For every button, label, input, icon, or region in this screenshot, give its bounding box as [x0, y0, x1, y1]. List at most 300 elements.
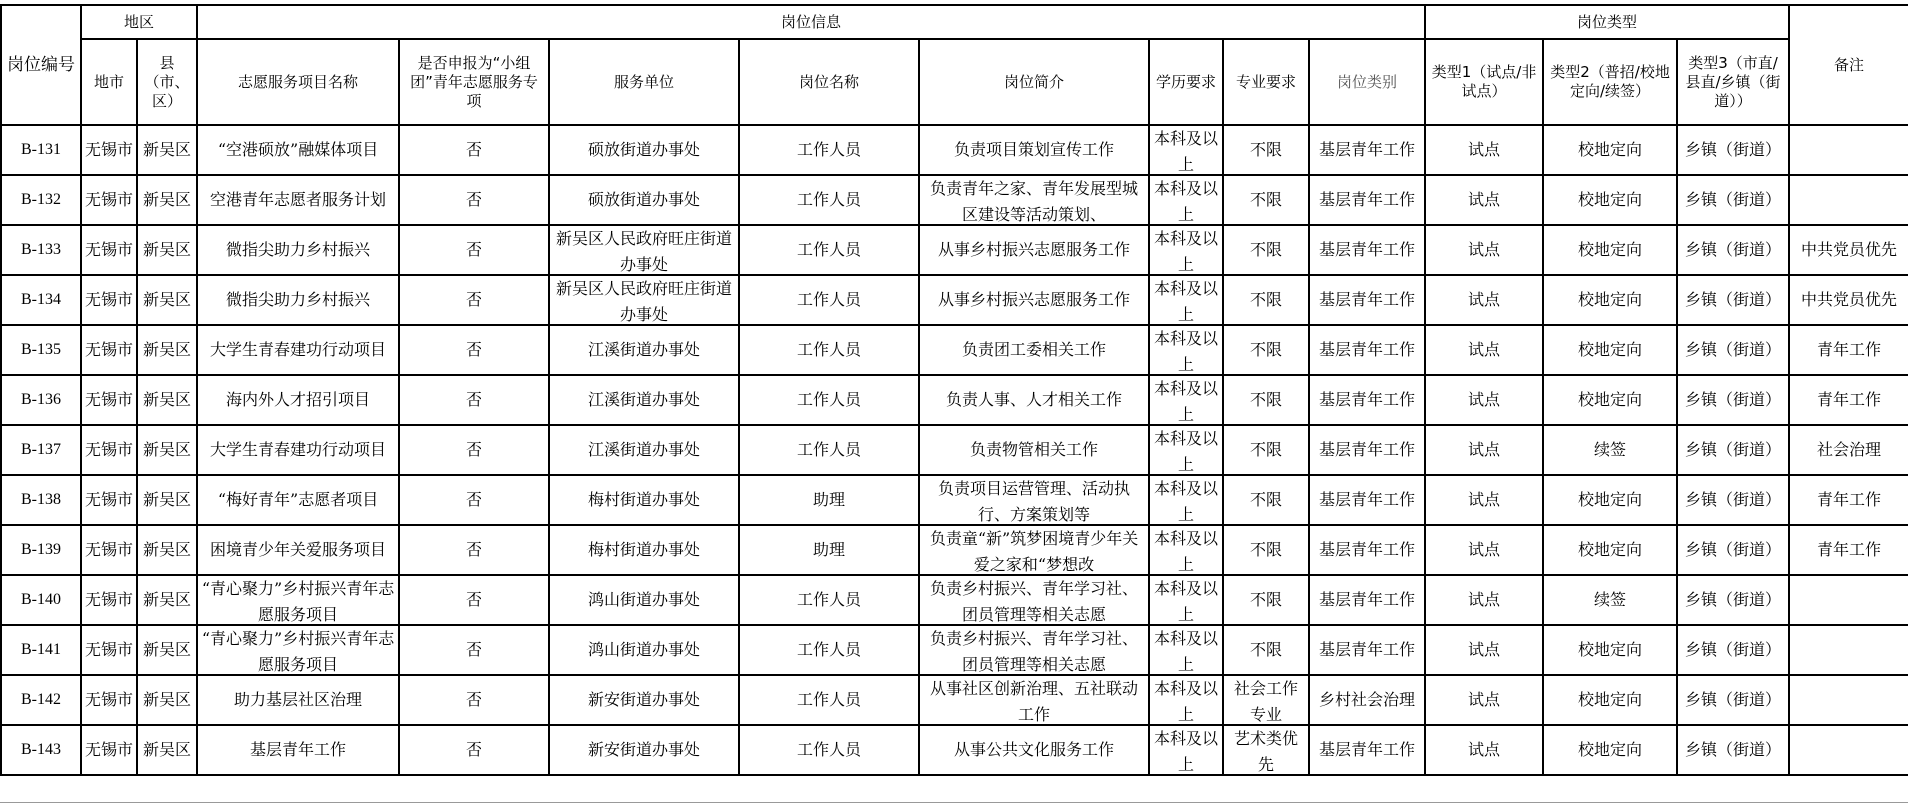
cell-type2-text: 校地定向	[1578, 290, 1643, 309]
cell-post-id	[1, 425, 81, 475]
cell-post-id-text: B-140	[21, 591, 61, 608]
cell-small-group-text: 否	[466, 490, 483, 509]
header-county: 县（市、区）	[137, 39, 197, 125]
cell-remarks	[1789, 525, 1908, 575]
cell-post-desc-text: 从事社区创新治理、五社联动工作	[930, 679, 1139, 724]
cell-major	[1223, 125, 1309, 175]
cell-county-text: 新吴区	[143, 640, 192, 659]
cell-post-name-text: 工作人员	[797, 590, 862, 609]
cell-service-unit	[549, 325, 739, 375]
cell-project-name	[197, 525, 399, 575]
cell-project-name	[197, 575, 399, 625]
cell-post-category-text: 基层青年工作	[1319, 240, 1416, 259]
cell-post-desc-text: 负责项目策划宣传工作	[954, 140, 1115, 159]
cell-type2	[1543, 225, 1677, 275]
cell-city	[81, 425, 137, 475]
cell-project-name-text: 助力基层社区治理	[234, 690, 363, 709]
cell-small-group	[399, 525, 549, 575]
cell-post-desc	[919, 125, 1149, 175]
cell-county	[137, 175, 197, 225]
cell-post-name-text: 工作人员	[797, 440, 862, 459]
cell-project-name-text: 微指尖助力乡村振兴	[226, 290, 371, 309]
cell-city	[81, 225, 137, 275]
cell-type2	[1543, 475, 1677, 525]
cell-city-text: 无锡市	[85, 590, 133, 609]
cell-type1	[1425, 125, 1543, 175]
cell-type1-text: 试点	[1468, 140, 1501, 159]
cell-post-desc	[919, 425, 1149, 475]
cell-small-group-text: 否	[466, 240, 483, 259]
cell-post-id	[1, 325, 81, 375]
cell-education	[1149, 225, 1223, 275]
volunteer-posts-table	[0, 4, 1908, 776]
cell-type3-text: 乡镇（街道）	[1685, 290, 1782, 309]
cell-post-name-text: 工作人员	[797, 140, 862, 159]
cell-small-group-text: 否	[466, 290, 483, 309]
cell-major-text: 不限	[1250, 240, 1283, 259]
cell-type2	[1543, 625, 1677, 675]
header-project-name: 志愿服务项目名称	[197, 39, 399, 125]
cell-type1	[1425, 325, 1543, 375]
cell-project-name	[197, 175, 399, 225]
cell-project-name-text: 海内外人才招引项目	[226, 390, 371, 409]
cell-project-name	[197, 475, 399, 525]
header-post-id: 岗位编号	[1, 5, 81, 125]
cell-project-name	[197, 425, 399, 475]
cell-major-text: 艺术类优先	[1234, 729, 1299, 774]
cell-post-id	[1, 175, 81, 225]
cell-city-text: 无锡市	[85, 190, 133, 209]
cell-county-text: 新吴区	[143, 690, 192, 709]
cell-county	[137, 675, 197, 725]
cell-type3	[1677, 125, 1789, 175]
cell-post-category-text: 乡村社会治理	[1319, 690, 1416, 709]
cell-post-desc	[919, 225, 1149, 275]
cell-county	[137, 225, 197, 275]
cell-major	[1223, 425, 1309, 475]
cell-type1-text: 试点	[1468, 190, 1501, 209]
header-education: 学历要求	[1149, 39, 1223, 125]
cell-type3-text: 乡镇（街道）	[1685, 740, 1782, 759]
cell-county-text: 新吴区	[143, 340, 192, 359]
cell-project-name-text: 基层青年工作	[250, 740, 347, 759]
cell-small-group	[399, 225, 549, 275]
cell-remarks	[1789, 575, 1908, 625]
cell-service-unit	[549, 575, 739, 625]
cell-city-text: 无锡市	[85, 740, 133, 759]
cell-small-group-text: 否	[466, 690, 483, 709]
cell-service-unit	[549, 475, 739, 525]
cell-city	[81, 525, 137, 575]
cell-type1	[1425, 625, 1543, 675]
cell-project-name	[197, 725, 399, 775]
cell-education-text: 本科及以上	[1154, 429, 1219, 474]
cell-post-category-text: 基层青年工作	[1319, 440, 1416, 459]
cell-post-desc-text: 从事公共文化服务工作	[954, 740, 1115, 759]
cell-major	[1223, 175, 1309, 225]
table-row	[1, 525, 1908, 575]
cell-post-desc	[919, 525, 1149, 575]
cell-post-desc	[919, 625, 1149, 675]
cell-county-text: 新吴区	[143, 140, 192, 159]
cell-post-category	[1309, 325, 1425, 375]
cell-post-name-text: 工作人员	[797, 390, 862, 409]
cell-project-name-text: 微指尖助力乡村振兴	[226, 240, 371, 259]
cell-post-id-text: B-133	[21, 241, 61, 258]
cell-project-name	[197, 675, 399, 725]
table-row	[1, 475, 1908, 525]
cell-post-id-text: B-136	[21, 391, 61, 408]
cell-county-text: 新吴区	[143, 540, 192, 559]
cell-post-id-text: B-135	[21, 341, 61, 358]
cell-type2-text: 校地定向	[1578, 140, 1643, 159]
cell-education	[1149, 275, 1223, 325]
cell-type3	[1677, 725, 1789, 775]
cell-education-text: 本科及以上	[1154, 129, 1219, 174]
cell-post-id	[1, 525, 81, 575]
cell-remarks	[1789, 425, 1908, 475]
cell-type2-text: 校地定向	[1578, 690, 1643, 709]
cell-type3	[1677, 225, 1789, 275]
sheet-bottom-divider	[0, 802, 1908, 803]
cell-post-desc	[919, 475, 1149, 525]
cell-post-category-text: 基层青年工作	[1319, 190, 1416, 209]
cell-type2-text: 校地定向	[1578, 390, 1643, 409]
cell-city	[81, 725, 137, 775]
cell-type2	[1543, 425, 1677, 475]
cell-post-id	[1, 375, 81, 425]
cell-type1	[1425, 675, 1543, 725]
cell-remarks-text: 青年工作	[1817, 490, 1882, 509]
cell-education	[1149, 575, 1223, 625]
table-body	[1, 125, 1908, 775]
cell-project-name	[197, 225, 399, 275]
cell-project-name	[197, 275, 399, 325]
cell-post-id	[1, 725, 81, 775]
cell-type3-text: 乡镇（街道）	[1685, 440, 1782, 459]
cell-education	[1149, 475, 1223, 525]
cell-city	[81, 575, 137, 625]
cell-education-text: 本科及以上	[1154, 379, 1219, 424]
cell-post-desc	[919, 725, 1149, 775]
cell-county-text: 新吴区	[143, 490, 192, 509]
cell-type2	[1543, 375, 1677, 425]
cell-remarks-text: 中共党员优先	[1801, 240, 1898, 259]
cell-small-group-text: 否	[466, 140, 483, 159]
cell-post-category-text: 基层青年工作	[1319, 640, 1416, 659]
cell-county	[137, 525, 197, 575]
cell-project-name-text: “梅好青年”志愿者项目	[217, 490, 379, 509]
cell-post-id	[1, 225, 81, 275]
cell-type2-text: 校地定向	[1578, 740, 1643, 759]
cell-post-category	[1309, 125, 1425, 175]
cell-type1	[1425, 375, 1543, 425]
cell-type1-text: 试点	[1468, 440, 1501, 459]
cell-post-id	[1, 575, 81, 625]
cell-type2	[1543, 175, 1677, 225]
cell-major-text: 不限	[1250, 390, 1283, 409]
cell-small-group	[399, 625, 549, 675]
cell-service-unit-text: 新吴区人民政府旺庄街道办事处	[556, 229, 733, 274]
header-post-name: 岗位名称	[739, 39, 919, 125]
cell-education-text: 本科及以上	[1154, 179, 1219, 224]
table-row	[1, 575, 1908, 625]
header-city: 地市	[81, 39, 137, 125]
cell-post-desc	[919, 375, 1149, 425]
cell-remarks	[1789, 225, 1908, 275]
cell-post-id-text: B-134	[21, 291, 61, 308]
cell-post-category-text: 基层青年工作	[1319, 340, 1416, 359]
cell-remarks	[1789, 625, 1908, 675]
cell-post-category	[1309, 225, 1425, 275]
cell-post-name	[739, 525, 919, 575]
table-row	[1, 125, 1908, 175]
cell-service-unit	[549, 375, 739, 425]
cell-education-text: 本科及以上	[1154, 729, 1219, 774]
cell-service-unit-text: 江溪街道办事处	[588, 340, 701, 359]
cell-type1	[1425, 425, 1543, 475]
cell-major	[1223, 625, 1309, 675]
cell-post-category-text: 基层青年工作	[1319, 540, 1416, 559]
cell-major-text: 不限	[1250, 640, 1283, 659]
cell-small-group	[399, 325, 549, 375]
cell-post-desc-text: 负责乡村振兴、青年学习社、团员管理等相关志愿	[930, 579, 1139, 624]
cell-type2-text: 校地定向	[1578, 540, 1643, 559]
cell-county	[137, 475, 197, 525]
cell-type3	[1677, 325, 1789, 375]
cell-post-desc-text: 负责项目运营管理、活动执行、方案策划等	[938, 479, 1131, 524]
cell-post-name	[739, 225, 919, 275]
cell-post-category	[1309, 425, 1425, 475]
table-row	[1, 425, 1908, 475]
cell-service-unit-text: 新安街道办事处	[588, 690, 701, 709]
cell-post-category-text: 基层青年工作	[1319, 590, 1416, 609]
cell-project-name	[197, 125, 399, 175]
cell-city-text: 无锡市	[85, 140, 133, 159]
cell-post-id	[1, 125, 81, 175]
cell-remarks	[1789, 375, 1908, 425]
header-major: 专业要求	[1223, 39, 1309, 125]
cell-type1	[1425, 475, 1543, 525]
table-row	[1, 275, 1908, 325]
cell-service-unit	[549, 725, 739, 775]
cell-type2-text: 续签	[1594, 590, 1627, 609]
cell-service-unit	[549, 175, 739, 225]
cell-post-category-text: 基层青年工作	[1319, 290, 1416, 309]
cell-post-name	[739, 675, 919, 725]
table-row	[1, 725, 1908, 775]
cell-education	[1149, 375, 1223, 425]
cell-project-name	[197, 375, 399, 425]
header-post-info-group: 岗位信息	[197, 5, 1425, 39]
cell-post-name-text: 工作人员	[797, 340, 862, 359]
cell-project-name-text: 大学生青春建功行动项目	[210, 440, 387, 459]
cell-small-group	[399, 425, 549, 475]
cell-type1-text: 试点	[1468, 390, 1501, 409]
cell-post-name-text: 助理	[813, 490, 846, 509]
cell-type3	[1677, 525, 1789, 575]
cell-major-text: 不限	[1250, 140, 1283, 159]
cell-city	[81, 375, 137, 425]
cell-post-desc	[919, 175, 1149, 225]
cell-post-category	[1309, 725, 1425, 775]
cell-small-group	[399, 125, 549, 175]
cell-type2	[1543, 325, 1677, 375]
cell-service-unit-text: 梅村街道办事处	[588, 490, 701, 509]
cell-service-unit-text: 鸿山街道办事处	[588, 590, 701, 609]
cell-type3	[1677, 575, 1789, 625]
cell-small-group-text: 否	[466, 440, 483, 459]
cell-small-group-text: 否	[466, 590, 483, 609]
cell-city	[81, 325, 137, 375]
cell-education-text: 本科及以上	[1154, 279, 1219, 324]
cell-county-text: 新吴区	[143, 190, 192, 209]
cell-education	[1149, 175, 1223, 225]
cell-county	[137, 375, 197, 425]
cell-county	[137, 125, 197, 175]
cell-type2-text: 校地定向	[1578, 240, 1643, 259]
cell-city	[81, 475, 137, 525]
cell-education-text: 本科及以上	[1154, 629, 1219, 674]
cell-major-text: 不限	[1250, 490, 1283, 509]
cell-type2	[1543, 725, 1677, 775]
cell-remarks	[1789, 475, 1908, 525]
cell-service-unit-text: 梅村街道办事处	[588, 540, 701, 559]
cell-education	[1149, 625, 1223, 675]
header-type1: 类型1（试点/非试点）	[1425, 39, 1543, 125]
cell-service-unit	[549, 275, 739, 325]
cell-post-category	[1309, 375, 1425, 425]
cell-type3-text: 乡镇（街道）	[1685, 140, 1782, 159]
cell-city-text: 无锡市	[85, 240, 133, 259]
cell-service-unit	[549, 225, 739, 275]
cell-small-group	[399, 175, 549, 225]
cell-type3-text: 乡镇（街道）	[1685, 640, 1782, 659]
header-service-unit: 服务单位	[549, 39, 739, 125]
cell-education	[1149, 525, 1223, 575]
cell-county	[137, 325, 197, 375]
cell-type2-text: 校地定向	[1578, 640, 1643, 659]
cell-major-text: 不限	[1250, 440, 1283, 459]
cell-type3-text: 乡镇（街道）	[1685, 390, 1782, 409]
cell-service-unit	[549, 125, 739, 175]
cell-remarks-text: 中共党员优先	[1801, 290, 1898, 309]
cell-remarks	[1789, 125, 1908, 175]
cell-city-text: 无锡市	[85, 290, 133, 309]
cell-type2	[1543, 525, 1677, 575]
cell-major-text: 社会工作专业	[1234, 679, 1299, 724]
cell-post-name-text: 工作人员	[797, 240, 862, 259]
cell-service-unit-text: 硕放街道办事处	[588, 190, 701, 209]
cell-post-desc	[919, 325, 1149, 375]
cell-project-name	[197, 325, 399, 375]
cell-type2	[1543, 275, 1677, 325]
cell-post-desc	[919, 275, 1149, 325]
cell-major	[1223, 475, 1309, 525]
table-row	[1, 325, 1908, 375]
cell-county	[137, 575, 197, 625]
cell-type3-text: 乡镇（街道）	[1685, 540, 1782, 559]
cell-post-name-text: 工作人员	[797, 690, 862, 709]
cell-project-name-text: 大学生青春建功行动项目	[210, 340, 387, 359]
cell-type3-text: 乡镇（街道）	[1685, 690, 1782, 709]
cell-city-text: 无锡市	[85, 340, 133, 359]
cell-post-category-text: 基层青年工作	[1319, 740, 1416, 759]
cell-type1	[1425, 175, 1543, 225]
table-row	[1, 375, 1908, 425]
cell-post-name-text: 工作人员	[797, 290, 862, 309]
cell-remarks-text: 青年工作	[1817, 340, 1882, 359]
table-row	[1, 625, 1908, 675]
cell-county-text: 新吴区	[143, 740, 192, 759]
cell-post-id-text: B-141	[21, 641, 61, 658]
cell-post-desc-text: 从事乡村振兴志愿服务工作	[938, 240, 1131, 259]
cell-major-text: 不限	[1250, 540, 1283, 559]
cell-type3-text: 乡镇（街道）	[1685, 590, 1782, 609]
cell-type1-text: 试点	[1468, 340, 1501, 359]
cell-post-category	[1309, 525, 1425, 575]
cell-post-category	[1309, 675, 1425, 725]
cell-city	[81, 175, 137, 225]
cell-education	[1149, 325, 1223, 375]
cell-county-text: 新吴区	[143, 390, 192, 409]
header-small-group: 是否申报为“小组团”青年志愿服务专项	[399, 39, 549, 125]
cell-post-id-text: B-138	[21, 491, 61, 508]
cell-small-group	[399, 475, 549, 525]
cell-type1-text: 试点	[1468, 590, 1501, 609]
header-remarks: 备注	[1789, 5, 1908, 125]
cell-remarks	[1789, 675, 1908, 725]
cell-project-name	[197, 625, 399, 675]
cell-post-category	[1309, 625, 1425, 675]
cell-post-name-text: 助理	[813, 540, 846, 559]
cell-service-unit	[549, 625, 739, 675]
cell-service-unit-text: 江溪街道办事处	[588, 390, 701, 409]
cell-service-unit-text: 鸿山街道办事处	[588, 640, 701, 659]
cell-type3	[1677, 175, 1789, 225]
cell-county-text: 新吴区	[143, 240, 192, 259]
cell-post-name-text: 工作人员	[797, 740, 862, 759]
cell-type3-text: 乡镇（街道）	[1685, 240, 1782, 259]
cell-post-name	[739, 725, 919, 775]
table-row	[1, 675, 1908, 725]
cell-type1	[1425, 575, 1543, 625]
cell-post-id-text: B-132	[21, 191, 61, 208]
cell-type3	[1677, 375, 1789, 425]
cell-project-name-text: “空港硕放”融媒体项目	[217, 140, 379, 159]
cell-post-desc-text: 负责青年之家、青年发展型城区建设等活动策划、	[930, 179, 1139, 224]
cell-education	[1149, 725, 1223, 775]
cell-post-desc-text: 负责物管相关工作	[970, 440, 1099, 459]
cell-post-desc-text: 从事乡村振兴志愿服务工作	[938, 290, 1131, 309]
cell-project-name-text: 困境青少年关爱服务项目	[210, 540, 387, 559]
cell-post-category	[1309, 575, 1425, 625]
cell-city	[81, 125, 137, 175]
cell-major-text: 不限	[1250, 190, 1283, 209]
cell-small-group-text: 否	[466, 740, 483, 759]
header-type3: 类型3（市直/县直/乡镇（街道））	[1677, 39, 1789, 125]
header-type2: 类型2（普招/校地定向/续签）	[1543, 39, 1677, 125]
cell-post-name	[739, 275, 919, 325]
cell-county	[137, 725, 197, 775]
cell-type3-text: 乡镇（街道）	[1685, 340, 1782, 359]
cell-post-name	[739, 425, 919, 475]
cell-city-text: 无锡市	[85, 440, 133, 459]
cell-major-text: 不限	[1250, 590, 1283, 609]
cell-post-id-text: B-131	[21, 141, 61, 158]
cell-major-text: 不限	[1250, 290, 1283, 309]
cell-remarks-text: 青年工作	[1817, 390, 1882, 409]
